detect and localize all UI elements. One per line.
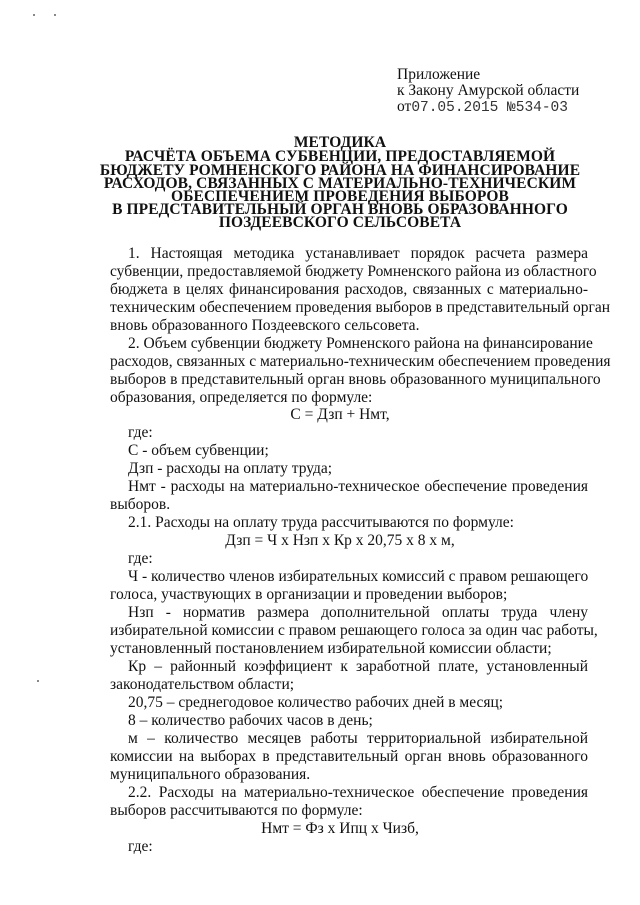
definition-kr: Кр – районный коэффициент к заработной плате, установленный xyxy=(128,658,588,675)
paragraph-1-line: 1. Настоящая методика устанавливает порядок расчета размера xyxy=(128,245,588,262)
section-2-2-heading-cont: выборов рассчитываются по формуле: xyxy=(110,802,363,819)
definition-m: м – количество месяцев работы территориальной избирательной xyxy=(128,730,588,747)
paragraph-1-line: техническим обеспечением проведения выборов в представительный орган xyxy=(110,299,611,316)
definition-m-cont: муниципального образования. xyxy=(110,766,311,783)
paragraph-2-line: образования, определяется по формуле: xyxy=(110,389,373,406)
formula-subvention: С = Дзп + Нмт, xyxy=(290,406,390,423)
document-title: МЕТОДИКА xyxy=(293,134,387,151)
formula-material-costs: Нмт = Фз х Ипц х Чизб, xyxy=(261,820,419,837)
document-title-line: ПОЗДЕЕВСКОГО СЕЛЬСОВЕТА xyxy=(218,214,462,231)
definition-dzp: Дзп - расходы на оплату труда; xyxy=(128,460,333,477)
paragraph-1-line: субвенции, предоставляемой бюджету Ромненского района из областного xyxy=(110,263,597,280)
document-title-line: РАСЧЁТА ОБЪЕМА СУБВЕНЦИИ, ПРЕДОСТАВЛЯЕМОЙ xyxy=(124,148,556,165)
appendix-date-stamp: 07.05.2015 №534-03 xyxy=(411,100,568,116)
definition-nzp-cont: установленный постановлением избирательной комиссии области; xyxy=(110,640,552,657)
definition-nmt-cont: выборов. xyxy=(110,496,171,513)
document-title-line: РАСХОДОВ, СВЯЗАННЫХ С МАТЕРИАЛЬНО-ТЕХНИЧЕСКИМ xyxy=(103,175,577,192)
document-title-line: БЮДЖЕТУ РОМНЕНСКОГО РАЙОНА НА ФИНАНСИРОВАНИЕ xyxy=(99,162,581,179)
definition-m-cont: комиссии на выборах в представительный орган вновь образованного xyxy=(110,748,588,765)
section-2-1-heading: 2.1. Расходы на оплату труда рассчитываются по формуле: xyxy=(128,514,514,531)
scan-speck xyxy=(54,14,56,16)
definition-20-75: 20,75 – среднегодовое количество рабочих дней в месяц; xyxy=(128,694,504,711)
where-label: где: xyxy=(128,424,153,441)
where-label: где: xyxy=(128,550,153,567)
paragraph-2-line: 2. Объем субвенции бюджету Ромненского района на финансирование xyxy=(128,335,593,352)
appendix-date-prefix: от xyxy=(397,98,412,115)
definition-kr-cont: законодательством области; xyxy=(110,676,295,693)
appendix-date-line xyxy=(397,98,568,117)
definition-ch: Ч - количество членов избирательных комиссий с правом решающего xyxy=(128,568,589,585)
where-label: где: xyxy=(128,838,153,855)
appendix-law-reference: к Закону Амурской области xyxy=(397,82,580,99)
appendix-label: Приложение xyxy=(397,66,481,83)
formula-labor-costs: Дзп = Ч х Нзп х Кр х 20,75 х 8 х м, xyxy=(225,532,455,549)
definition-nzp: Нзп - норматив размера дополнительной оплаты труда члену xyxy=(128,604,588,621)
document-title-line: В ПРЕДСТАВИТЕЛЬНЫЙ ОРГАН ВНОВЬ ОБРАЗОВАННОГО xyxy=(112,201,568,218)
paragraph-2-line: выборов в представительный орган вновь образованного муниципального xyxy=(110,371,601,388)
section-2-2-heading: 2.2. Расходы на материально-техническое обеспечение проведения xyxy=(128,784,588,801)
paragraph-1-line: бюджета в целях финансирования расходов, связанных с материально- xyxy=(110,281,588,298)
paragraph-1-line: вновь образованного Поздеевского сельсовета. xyxy=(110,317,420,334)
definition-nzp-cont: избирательной комиссии с правом решающего голоса за один час работы, xyxy=(110,622,598,639)
definition-ch-cont: голоса, участвующих в организации и проведении выборов; xyxy=(110,586,508,603)
definition-8: 8 – количество рабочих часов в день; xyxy=(128,712,373,729)
document-title-line: ОБЕСПЕЧЕНИЕМ ПРОВЕДЕНИЯ ВЫБОРОВ xyxy=(171,188,509,205)
definition-c: С - объем субвенции; xyxy=(128,442,269,459)
paragraph-2-line: расходов, связанных с материально-техническим обеспечением проведения xyxy=(110,353,611,370)
scan-speck xyxy=(37,680,39,682)
scan-speck xyxy=(33,14,35,16)
definition-nmt: Нмт - расходы на материально-техническое обеспечение проведения xyxy=(128,478,588,495)
